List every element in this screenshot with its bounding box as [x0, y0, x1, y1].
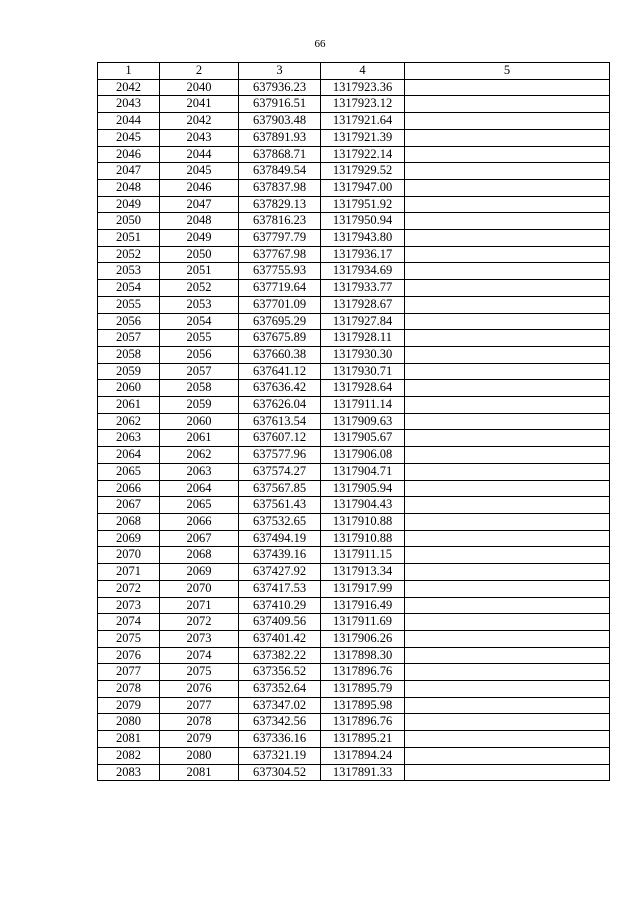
table-cell-col-4: 1317927.84: [321, 313, 405, 330]
table-row: [98, 296, 610, 313]
table-cell-col-5: [405, 113, 610, 130]
table-row: [98, 564, 610, 581]
table-row: [98, 213, 610, 230]
table-cell-col-2: 2067: [160, 530, 239, 547]
table-cell-col-5: [405, 664, 610, 681]
table-cell-col-4: 1317895.21: [321, 731, 405, 748]
table-cell-col-2: 2061: [160, 430, 239, 447]
table-cell-col-4: 1317906.08: [321, 447, 405, 464]
table-cell-col-3: 637797.79: [239, 230, 321, 247]
table-cell-col-2: 2046: [160, 179, 239, 196]
table-cell-col-2: 2042: [160, 113, 239, 130]
table-cell-col-1: 2047: [98, 163, 160, 180]
table-cell-col-5: [405, 747, 610, 764]
table-cell-col-2: 2050: [160, 246, 239, 263]
table-cell-col-3: 637574.27: [239, 463, 321, 480]
table-cell-col-2: 2078: [160, 714, 239, 731]
table-row: [98, 697, 610, 714]
table-cell-col-2: 2054: [160, 313, 239, 330]
table-cell-col-5: [405, 79, 610, 96]
table-row: [98, 463, 610, 480]
table-cell-col-3: 637660.38: [239, 346, 321, 363]
table-cell-col-4: 1317936.17: [321, 246, 405, 263]
table-cell-col-3: 637837.98: [239, 179, 321, 196]
table-cell-col-1: 2042: [98, 79, 160, 96]
table-cell-col-3: 637352.64: [239, 681, 321, 698]
table-row: [98, 363, 610, 380]
table-cell-col-1: 2063: [98, 430, 160, 447]
table-cell-col-1: 2064: [98, 447, 160, 464]
table-row: [98, 580, 610, 597]
table-cell-col-4: 1317913.34: [321, 564, 405, 581]
table-cell-col-5: [405, 564, 610, 581]
table-cell-col-5: [405, 346, 610, 363]
table-cell-col-3: 637417.53: [239, 580, 321, 597]
table-row: [98, 647, 610, 664]
table-cell-col-2: 2044: [160, 146, 239, 163]
table-cell-col-1: 2050: [98, 213, 160, 230]
table-row: [98, 714, 610, 731]
table-cell-col-5: [405, 397, 610, 414]
table-cell-col-4: 1317930.71: [321, 363, 405, 380]
table-cell-col-3: 637577.96: [239, 447, 321, 464]
table-cell-col-3: 637409.56: [239, 614, 321, 631]
table-cell-col-1: 2057: [98, 330, 160, 347]
table-cell-col-3: 637695.29: [239, 313, 321, 330]
table-cell-col-5: [405, 547, 610, 564]
table-cell-col-1: 2052: [98, 246, 160, 263]
table-row: [98, 129, 610, 146]
table-cell-col-2: 2077: [160, 697, 239, 714]
table-cell-col-4: 1317896.76: [321, 714, 405, 731]
table-cell-col-1: 2065: [98, 463, 160, 480]
table-cell-col-4: 1317933.77: [321, 280, 405, 297]
table-cell-col-2: 2065: [160, 497, 239, 514]
table-cell-col-4: 1317904.71: [321, 463, 405, 480]
table-cell-col-2: 2062: [160, 447, 239, 464]
table-cell-col-5: [405, 179, 610, 196]
table-cell-col-3: 637613.54: [239, 413, 321, 430]
table-row: [98, 263, 610, 280]
table-cell-col-3: 637321.19: [239, 747, 321, 764]
table-cell-col-1: 2069: [98, 530, 160, 547]
table-cell-col-1: 2070: [98, 547, 160, 564]
table-cell-col-5: [405, 96, 610, 113]
table-cell-col-3: 637494.19: [239, 530, 321, 547]
table-cell-col-4: 1317906.26: [321, 630, 405, 647]
table-cell-col-4: 1317909.63: [321, 413, 405, 430]
table-cell-col-1: 2082: [98, 747, 160, 764]
table-cell-col-2: 2080: [160, 747, 239, 764]
table-cell-col-4: 1317928.11: [321, 330, 405, 347]
table-cell-col-3: 637427.92: [239, 564, 321, 581]
header-col-5: 5: [405, 63, 610, 80]
table-cell-col-2: 2074: [160, 647, 239, 664]
table-cell-col-2: 2053: [160, 296, 239, 313]
table-cell-col-5: [405, 497, 610, 514]
table-cell-col-2: 2060: [160, 413, 239, 430]
table-cell-col-3: 637401.42: [239, 630, 321, 647]
table-cell-col-3: 637342.56: [239, 714, 321, 731]
table-cell-col-5: [405, 731, 610, 748]
header-col-2: 2: [160, 63, 239, 80]
table-cell-col-1: 2068: [98, 513, 160, 530]
table-cell-col-2: 2066: [160, 513, 239, 530]
table-cell-col-1: 2074: [98, 614, 160, 631]
table-cell-col-2: 2045: [160, 163, 239, 180]
table-cell-col-4: 1317895.79: [321, 681, 405, 698]
table-cell-col-5: [405, 530, 610, 547]
table-cell-col-2: 2072: [160, 614, 239, 631]
table-cell-col-2: 2058: [160, 380, 239, 397]
table-cell-col-4: 1317921.39: [321, 129, 405, 146]
table-cell-col-2: 2056: [160, 346, 239, 363]
table-cell-col-4: 1317894.24: [321, 747, 405, 764]
table-cell-col-4: 1317916.49: [321, 597, 405, 614]
table-cell-col-4: 1317911.14: [321, 397, 405, 414]
header-col-1: 1: [98, 63, 160, 80]
table-cell-col-5: [405, 647, 610, 664]
table-cell-col-4: 1317923.12: [321, 96, 405, 113]
table-row: [98, 196, 610, 213]
table-cell-col-5: [405, 430, 610, 447]
table-cell-col-4: 1317905.94: [321, 480, 405, 497]
table-cell-col-2: 2068: [160, 547, 239, 564]
table-cell-col-5: [405, 463, 610, 480]
table-cell-col-3: 637561.43: [239, 497, 321, 514]
table-cell-col-2: 2059: [160, 397, 239, 414]
table-cell-col-2: 2079: [160, 731, 239, 748]
table-row: [98, 664, 610, 681]
table-cell-col-1: 2075: [98, 630, 160, 647]
table-cell-col-1: 2049: [98, 196, 160, 213]
table-cell-col-2: 2070: [160, 580, 239, 597]
table-cell-col-1: 2073: [98, 597, 160, 614]
table-cell-col-5: [405, 230, 610, 247]
table-cell-col-4: 1317910.88: [321, 513, 405, 530]
table-cell-col-3: 637641.12: [239, 363, 321, 380]
table-cell-col-5: [405, 246, 610, 263]
table-row: [98, 79, 610, 96]
table-row: [98, 346, 610, 363]
table-cell-col-1: 2056: [98, 313, 160, 330]
table-cell-col-3: 637767.98: [239, 246, 321, 263]
table-cell-col-1: 2078: [98, 681, 160, 698]
table-cell-col-4: 1317917.99: [321, 580, 405, 597]
table-cell-col-4: 1317934.69: [321, 263, 405, 280]
coordinates-table: [97, 62, 610, 781]
table-cell-col-3: 637891.93: [239, 129, 321, 146]
table-cell-col-1: 2059: [98, 363, 160, 380]
table-cell-col-2: 2048: [160, 213, 239, 230]
table-cell-col-3: 637675.89: [239, 330, 321, 347]
table-cell-col-2: 2073: [160, 630, 239, 647]
table-cell-col-4: 1317951.92: [321, 196, 405, 213]
table-cell-col-5: [405, 146, 610, 163]
table-cell-col-1: 2062: [98, 413, 160, 430]
table-cell-col-1: 2067: [98, 497, 160, 514]
table-cell-col-5: [405, 480, 610, 497]
table-cell-col-3: 637849.54: [239, 163, 321, 180]
table-cell-col-5: [405, 313, 610, 330]
table-cell-col-4: 1317895.98: [321, 697, 405, 714]
header-col-3: 3: [239, 63, 321, 80]
table-cell-col-2: 2064: [160, 480, 239, 497]
table-cell-col-2: 2071: [160, 597, 239, 614]
table-cell-col-5: [405, 129, 610, 146]
table-cell-col-1: 2053: [98, 263, 160, 280]
table-cell-col-3: 637382.22: [239, 647, 321, 664]
table-cell-col-4: 1317943.80: [321, 230, 405, 247]
table-cell-col-4: 1317922.14: [321, 146, 405, 163]
table-cell-col-5: [405, 513, 610, 530]
table-cell-col-2: 2057: [160, 363, 239, 380]
table-cell-col-3: 637347.02: [239, 697, 321, 714]
table-cell-col-2: 2047: [160, 196, 239, 213]
table-cell-col-5: [405, 681, 610, 698]
table-cell-col-1: 2045: [98, 129, 160, 146]
table-cell-col-2: 2049: [160, 230, 239, 247]
table-row: [98, 630, 610, 647]
header-col-4: 4: [321, 63, 405, 80]
table-cell-col-2: 2051: [160, 263, 239, 280]
table-row: [98, 163, 610, 180]
table-row: [98, 230, 610, 247]
table-cell-col-3: 637567.85: [239, 480, 321, 497]
table-cell-col-1: 2044: [98, 113, 160, 130]
table-cell-col-2: 2041: [160, 96, 239, 113]
table-row: [98, 731, 610, 748]
table-cell-col-4: 1317947.00: [321, 179, 405, 196]
table-cell-col-3: 637636.42: [239, 380, 321, 397]
table-row: [98, 497, 610, 514]
table-cell-col-1: 2046: [98, 146, 160, 163]
table-cell-col-5: [405, 263, 610, 280]
table-cell-col-3: 637701.09: [239, 296, 321, 313]
table-cell-col-4: 1317923.36: [321, 79, 405, 96]
table-header: [98, 63, 610, 80]
table-cell-col-5: [405, 213, 610, 230]
table-cell-col-3: 637936.23: [239, 79, 321, 96]
table-row: [98, 681, 610, 698]
table-cell-col-4: 1317928.67: [321, 296, 405, 313]
table-cell-col-2: 2040: [160, 79, 239, 96]
table-cell-col-5: [405, 597, 610, 614]
table-cell-col-3: 637356.52: [239, 664, 321, 681]
table-cell-col-2: 2081: [160, 764, 239, 781]
table-cell-col-3: 637829.13: [239, 196, 321, 213]
table-cell-col-2: 2055: [160, 330, 239, 347]
table-cell-col-4: 1317930.30: [321, 346, 405, 363]
table-cell-col-3: 637336.16: [239, 731, 321, 748]
table-cell-col-3: 637868.71: [239, 146, 321, 163]
table-cell-col-5: [405, 630, 610, 647]
table-cell-col-1: 2071: [98, 564, 160, 581]
table-cell-col-1: 2066: [98, 480, 160, 497]
table-cell-col-1: 2048: [98, 179, 160, 196]
table-cell-col-4: 1317898.30: [321, 647, 405, 664]
table-row: [98, 447, 610, 464]
table-body: [98, 79, 610, 781]
table-cell-col-3: 637607.12: [239, 430, 321, 447]
table-cell-col-5: [405, 447, 610, 464]
table-row: [98, 480, 610, 497]
table-cell-col-3: 637532.65: [239, 513, 321, 530]
table-cell-col-1: 2072: [98, 580, 160, 597]
table-cell-col-1: 2051: [98, 230, 160, 247]
table-cell-col-4: 1317896.76: [321, 664, 405, 681]
table-row: [98, 313, 610, 330]
table-cell-col-4: 1317929.52: [321, 163, 405, 180]
table-cell-col-4: 1317891.33: [321, 764, 405, 781]
table-cell-col-1: 2055: [98, 296, 160, 313]
table-row: [98, 547, 610, 564]
table-cell-col-1: 2081: [98, 731, 160, 748]
table-cell-col-5: [405, 697, 610, 714]
table-cell-col-4: 1317911.15: [321, 547, 405, 564]
table-row: [98, 413, 610, 430]
table-cell-col-4: 1317904.43: [321, 497, 405, 514]
table-cell-col-1: 2080: [98, 714, 160, 731]
table-row: [98, 747, 610, 764]
table-cell-col-4: 1317928.64: [321, 380, 405, 397]
table-cell-col-5: [405, 163, 610, 180]
table-row: [98, 597, 610, 614]
table-row: [98, 430, 610, 447]
table-cell-col-2: 2075: [160, 664, 239, 681]
table-cell-col-5: [405, 296, 610, 313]
table-cell-col-1: 2058: [98, 346, 160, 363]
table-cell-col-5: [405, 614, 610, 631]
table-cell-col-3: 637410.29: [239, 597, 321, 614]
table-cell-col-5: [405, 330, 610, 347]
table-cell-col-5: [405, 280, 610, 297]
table-cell-col-2: 2043: [160, 129, 239, 146]
table-cell-col-3: 637719.64: [239, 280, 321, 297]
table-row: [98, 764, 610, 781]
table-cell-col-1: 2054: [98, 280, 160, 297]
table-row: [98, 246, 610, 263]
table-cell-col-5: [405, 714, 610, 731]
table-cell-col-4: 1317910.88: [321, 530, 405, 547]
table-cell-col-5: [405, 196, 610, 213]
table-cell-col-2: 2052: [160, 280, 239, 297]
table-row: [98, 113, 610, 130]
table-cell-col-5: [405, 380, 610, 397]
table-row: [98, 179, 610, 196]
table-cell-col-1: 2061: [98, 397, 160, 414]
table-cell-col-2: 2076: [160, 681, 239, 698]
table-cell-col-2: 2069: [160, 564, 239, 581]
table-cell-col-3: 637816.23: [239, 213, 321, 230]
table-cell-col-5: [405, 580, 610, 597]
table-row: [98, 146, 610, 163]
table-row: [98, 397, 610, 414]
table-cell-col-4: 1317921.64: [321, 113, 405, 130]
table-cell-col-1: 2083: [98, 764, 160, 781]
table-cell-col-1: 2043: [98, 96, 160, 113]
table-row: [98, 530, 610, 547]
table-cell-col-1: 2076: [98, 647, 160, 664]
table-cell-col-4: 1317905.67: [321, 430, 405, 447]
header-row: [98, 63, 610, 80]
table-cell-col-4: 1317950.94: [321, 213, 405, 230]
table-cell-col-4: 1317911.69: [321, 614, 405, 631]
table-cell-col-1: 2077: [98, 664, 160, 681]
table-cell-col-5: [405, 413, 610, 430]
table-cell-col-3: 637755.93: [239, 263, 321, 280]
table-cell-col-3: 637903.48: [239, 113, 321, 130]
table-cell-col-3: 637626.04: [239, 397, 321, 414]
page-number: 66: [314, 38, 326, 50]
table-cell-col-3: 637439.16: [239, 547, 321, 564]
table-cell-col-3: 637304.52: [239, 764, 321, 781]
table-cell-col-5: [405, 764, 610, 781]
table-cell-col-2: 2063: [160, 463, 239, 480]
table-row: [98, 96, 610, 113]
table-row: [98, 380, 610, 397]
table-cell-col-5: [405, 363, 610, 380]
table-cell-col-1: 2060: [98, 380, 160, 397]
table-row: [98, 330, 610, 347]
table-cell-col-3: 637916.51: [239, 96, 321, 113]
table-row: [98, 614, 610, 631]
table-row: [98, 280, 610, 297]
table-cell-col-1: 2079: [98, 697, 160, 714]
table-row: [98, 513, 610, 530]
